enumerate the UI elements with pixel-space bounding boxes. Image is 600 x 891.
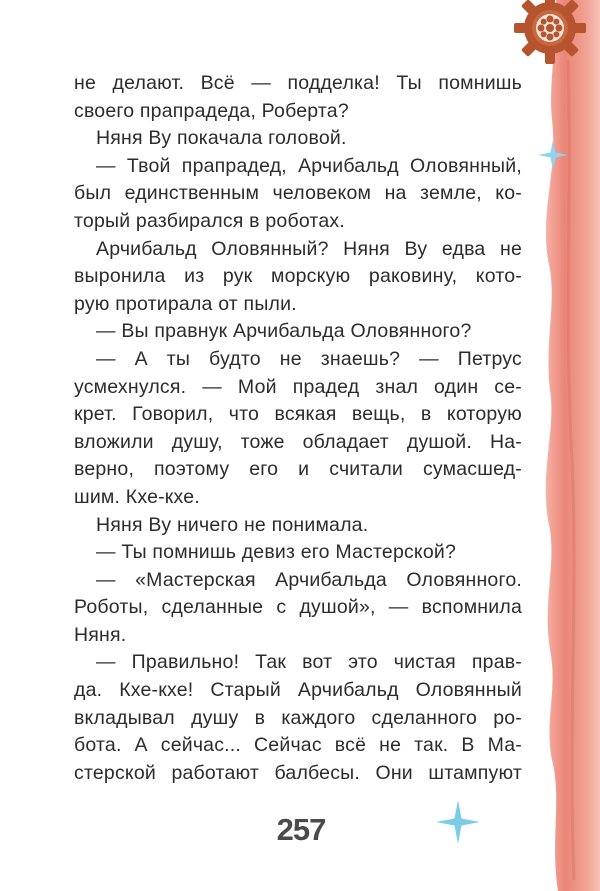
text-line: не делают. Всё — подделка! Ты помнишь: [74, 72, 522, 94]
text-line: да. Кхе-кхе! Старый Арчибальд Оловянный: [74, 679, 522, 702]
text-line: Арчибальд Оловянный? Няня Ву едва не: [96, 237, 522, 260]
sparkle-icon: [436, 800, 480, 844]
text-line: рую протирала от пыли.: [74, 292, 297, 315]
text-line: Няня.: [74, 623, 127, 646]
text-line: бота. А сейчас... Сейчас всё не так. В Ма-: [74, 734, 522, 757]
text-line: — Правильно! Так вот это чистая прав-: [96, 651, 522, 674]
text-line: выронила из рук морскую раковину, кото-: [74, 265, 522, 288]
text-line: своего прапрадеда, Роберта?: [74, 99, 349, 122]
gear-icon: [506, 0, 596, 68]
text-line: — Вы правнук Арчибальда Оловянного?: [96, 320, 472, 343]
text-line: был единственным человеком на земле, ко-: [74, 182, 522, 205]
text-line: верно, поэтому его и считали сумасшед-: [74, 458, 522, 481]
sparkle-icon: [538, 140, 568, 170]
text-line: торый разбирался в роботах.: [74, 209, 345, 232]
text-line: вкладывал душу в каждого сделанного ро-: [74, 706, 522, 729]
text-line: крет. Говорил, что всякая вещь, в которую: [74, 403, 522, 426]
text-line: вложили душу, тоже обладает душой. На-: [74, 430, 522, 453]
text-line: усмехнулся. — Мой прадед знал один се-: [74, 375, 522, 398]
text-line: — «Мастерская Арчибальда Оловянного.: [96, 568, 522, 591]
page-number: 257: [276, 812, 326, 847]
text-line: Роботы, сделанные с душой», — вспомнила: [74, 596, 522, 619]
decorative-side-strip: [528, 0, 600, 891]
text-line: — Твой прапрадед, Арчибальд Оловянный,: [96, 154, 522, 177]
text-line: — А ты будто не знаешь? — Петрус: [96, 347, 522, 370]
page-text: [74, 70, 522, 787]
text-line: шим. Кхе-кхе.: [74, 485, 200, 508]
text-line: стерской работают балбесы. Они штампуют: [74, 761, 522, 784]
text-line: — Ты помнишь девиз его Мастерской?: [96, 541, 457, 564]
text-line: Няня Ву ничего не понимала.: [96, 513, 369, 536]
text-line: Няня Ву покачала головой.: [96, 127, 347, 150]
